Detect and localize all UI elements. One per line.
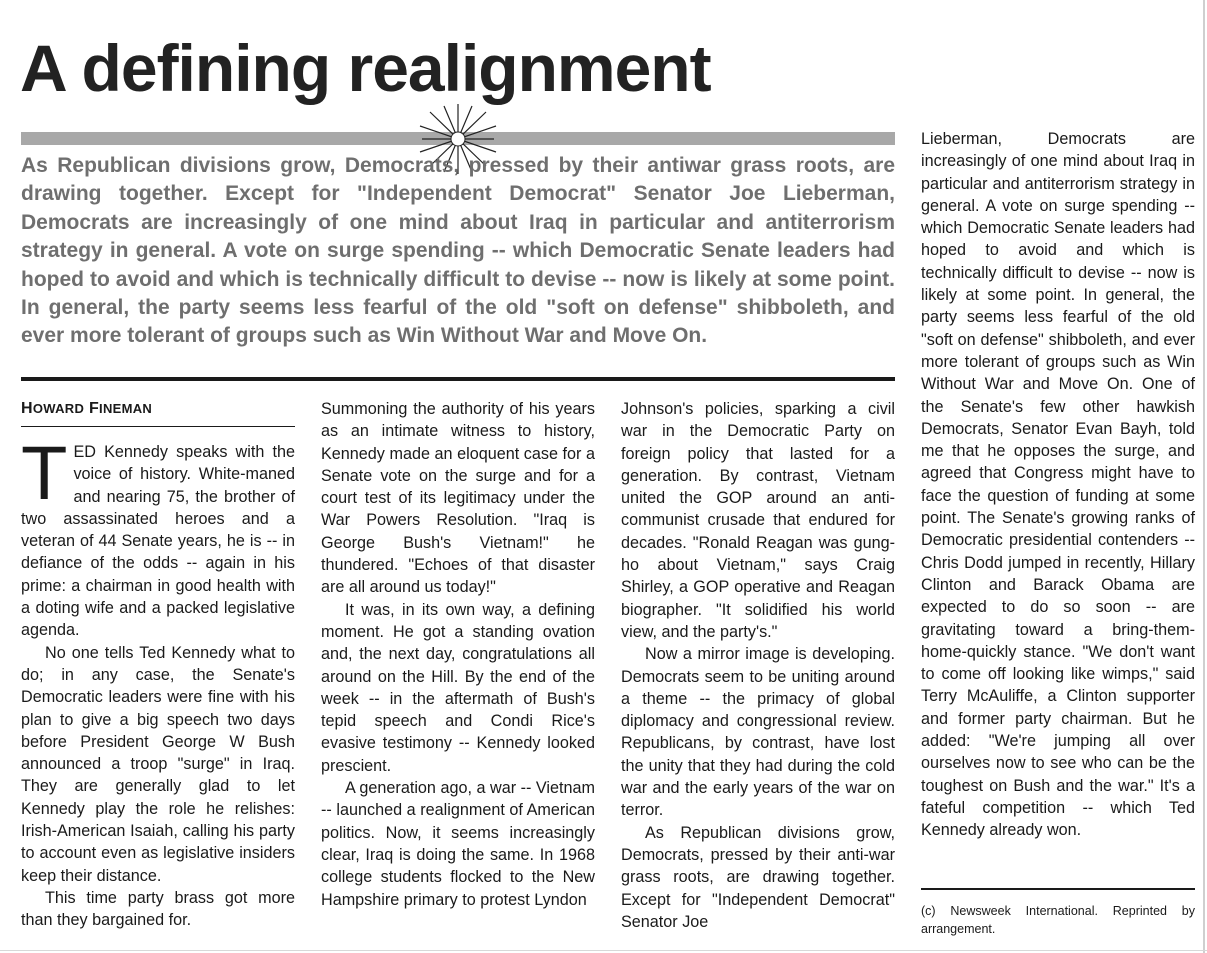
- paragraph: Lieberman, Democrats are increasingly of one mind about Iraq in particular and antiterrorism strategy in general. A vote on surge spending -- which Democratic Senate leaders had hoped to avoid and which is technically difficult to devise -- now is likely at some point. In general, the party seems less fearful of the old "soft on defense" shibboleth, and ever more tolerant of groups such as Win Without War and Move On. One of the Senate's few other hawkish Democrats, Senator Evan Bayh, told me that he opposes the surge, and agreed that Congress might have to face the question of funding at some point. The Senate's growing ranks of Democratic presidential contenders -- Chris Dodd jumped in recently, Hillary Clinton and Barack Obama are expected to do so soon -- are gravitating toward a bring-them-home-quickly stance. "We don't want to come off looking like wimps," said Terry McAuliffe, a Clinton supporter and former party chairman. But he added: "We're jumping all over ourselves now to see who can be the toughest on Bush and the war." It's a fateful competition -- which Ted Kennedy already won.: [921, 130, 1195, 840]
- paragraph: Johnson's policies, sparking a civil war in the Democratic Party on foreign policy that lasted for a generation. By contrast, Vietnam united the GOP around an anti-communist crusade that endured for decades. "Ronald Reagan was gung-ho about Vietnam," says Craig Shirley, a GOP operative and Reagan biographer. "It solidified his world view, and the party's.": [621, 400, 895, 641]
- copyright-credit: (c) Newsweek International. Reprinted by arrangement.: [921, 904, 1195, 936]
- paragraph: Summoning the authority of his years as an intimate witness to history, Kennedy made an eloquent case for a Senate vote on the surge and for a court test of its legitimacy under the War Powers Resolution. "Iraq is George Bush's Vietnam!" he thundered. "Echoes of that disaster are all around us today!": [321, 400, 595, 597]
- byline: [21, 398, 295, 427]
- article-column-4: [921, 128, 1195, 842]
- deck-divider: [21, 377, 895, 381]
- article-column-3: [621, 398, 895, 933]
- paragraph: Now a mirror image is developing. Democrats seem to be uniting around a theme -- the primacy of global diplomacy and congressional review. Republicans, by contrast, have lost the unity that they had during the cold war and the early years of the war on terror.: [621, 645, 895, 820]
- page-edge-bottom: [0, 950, 1207, 951]
- paragraph: No one tells Ted Kennedy what to do; in any case, the Senate's Democratic leaders were fine with his plan to give a big speech two days before President George W Bush announced a troop "surge" in Iraq. They are generally glad to let Kennedy play the role he relishes: Irish-American Isaiah, calling his party to account even as legislative insiders keep their distance.: [21, 643, 295, 885]
- paragraph: As Republican divisions grow, Democrats, pressed by their anti-war grass roots, are drawing together. Except for "Independent Democrat" Senator Joe: [621, 823, 895, 931]
- byline-initial-2: F: [88, 400, 100, 417]
- paragraph: It was, in its own way, a defining moment. He got a standing ovation and, the next day, congratulations all around on the Hill. By the end of the week -- in the aftermath of Bush's tepid speech and Condi Rice's evasive testimony -- Kennedy looked prescient.: [321, 600, 595, 775]
- drop-cap: T: [21, 431, 68, 516]
- article-deck: As Republican divisions grow, Democrats, pressed by their antiwar grass roots, are drawing together. Except for "Independent Democrat" Senator Joe Lieberman, Democrats are increasingly of one mind about Iraq in particular and antiterrorism strategy in general. A vote on surge spending -- which Democratic Senate leaders had hoped to avoid and which is technically difficult to devise -- now is likely at some point. In general, the party seems less fearful of the old "soft on defense" shibboleth, and ever more tolerant of groups such as Win Without War and Move On.: [21, 154, 895, 348]
- article-column-1: [21, 398, 295, 932]
- lead-paragraph-wrap: [21, 431, 295, 642]
- byline-initial: H: [21, 400, 33, 417]
- article-column-2: [321, 398, 595, 911]
- paragraph: This time party brass got more than they bargained for.: [21, 888, 295, 930]
- credit-divider: [921, 888, 1195, 890]
- page-edge-right: [1203, 0, 1205, 953]
- byline-first-name: OWARD: [32, 401, 85, 416]
- byline-last-name: INEMAN: [99, 401, 153, 416]
- paragraph: A generation ago, a war -- Vietnam -- launched a realignment of American politics. Now, it seems increasingly clear, Iraq is doing the same. In 1968 college students flocked to the New Hampshire primary to protest Lyndon: [321, 779, 595, 909]
- headline: A defining realignment: [20, 31, 711, 105]
- paragraph: ED Kennedy speaks with the voice of history. White-maned and nearing 75, the brother of two assassinated heroes and a veteran of 44 Senate years, he is -- in defiance of the odds -- again in his prime: a chairman in good health with a doting wife and a packed legislative agenda.: [21, 443, 295, 640]
